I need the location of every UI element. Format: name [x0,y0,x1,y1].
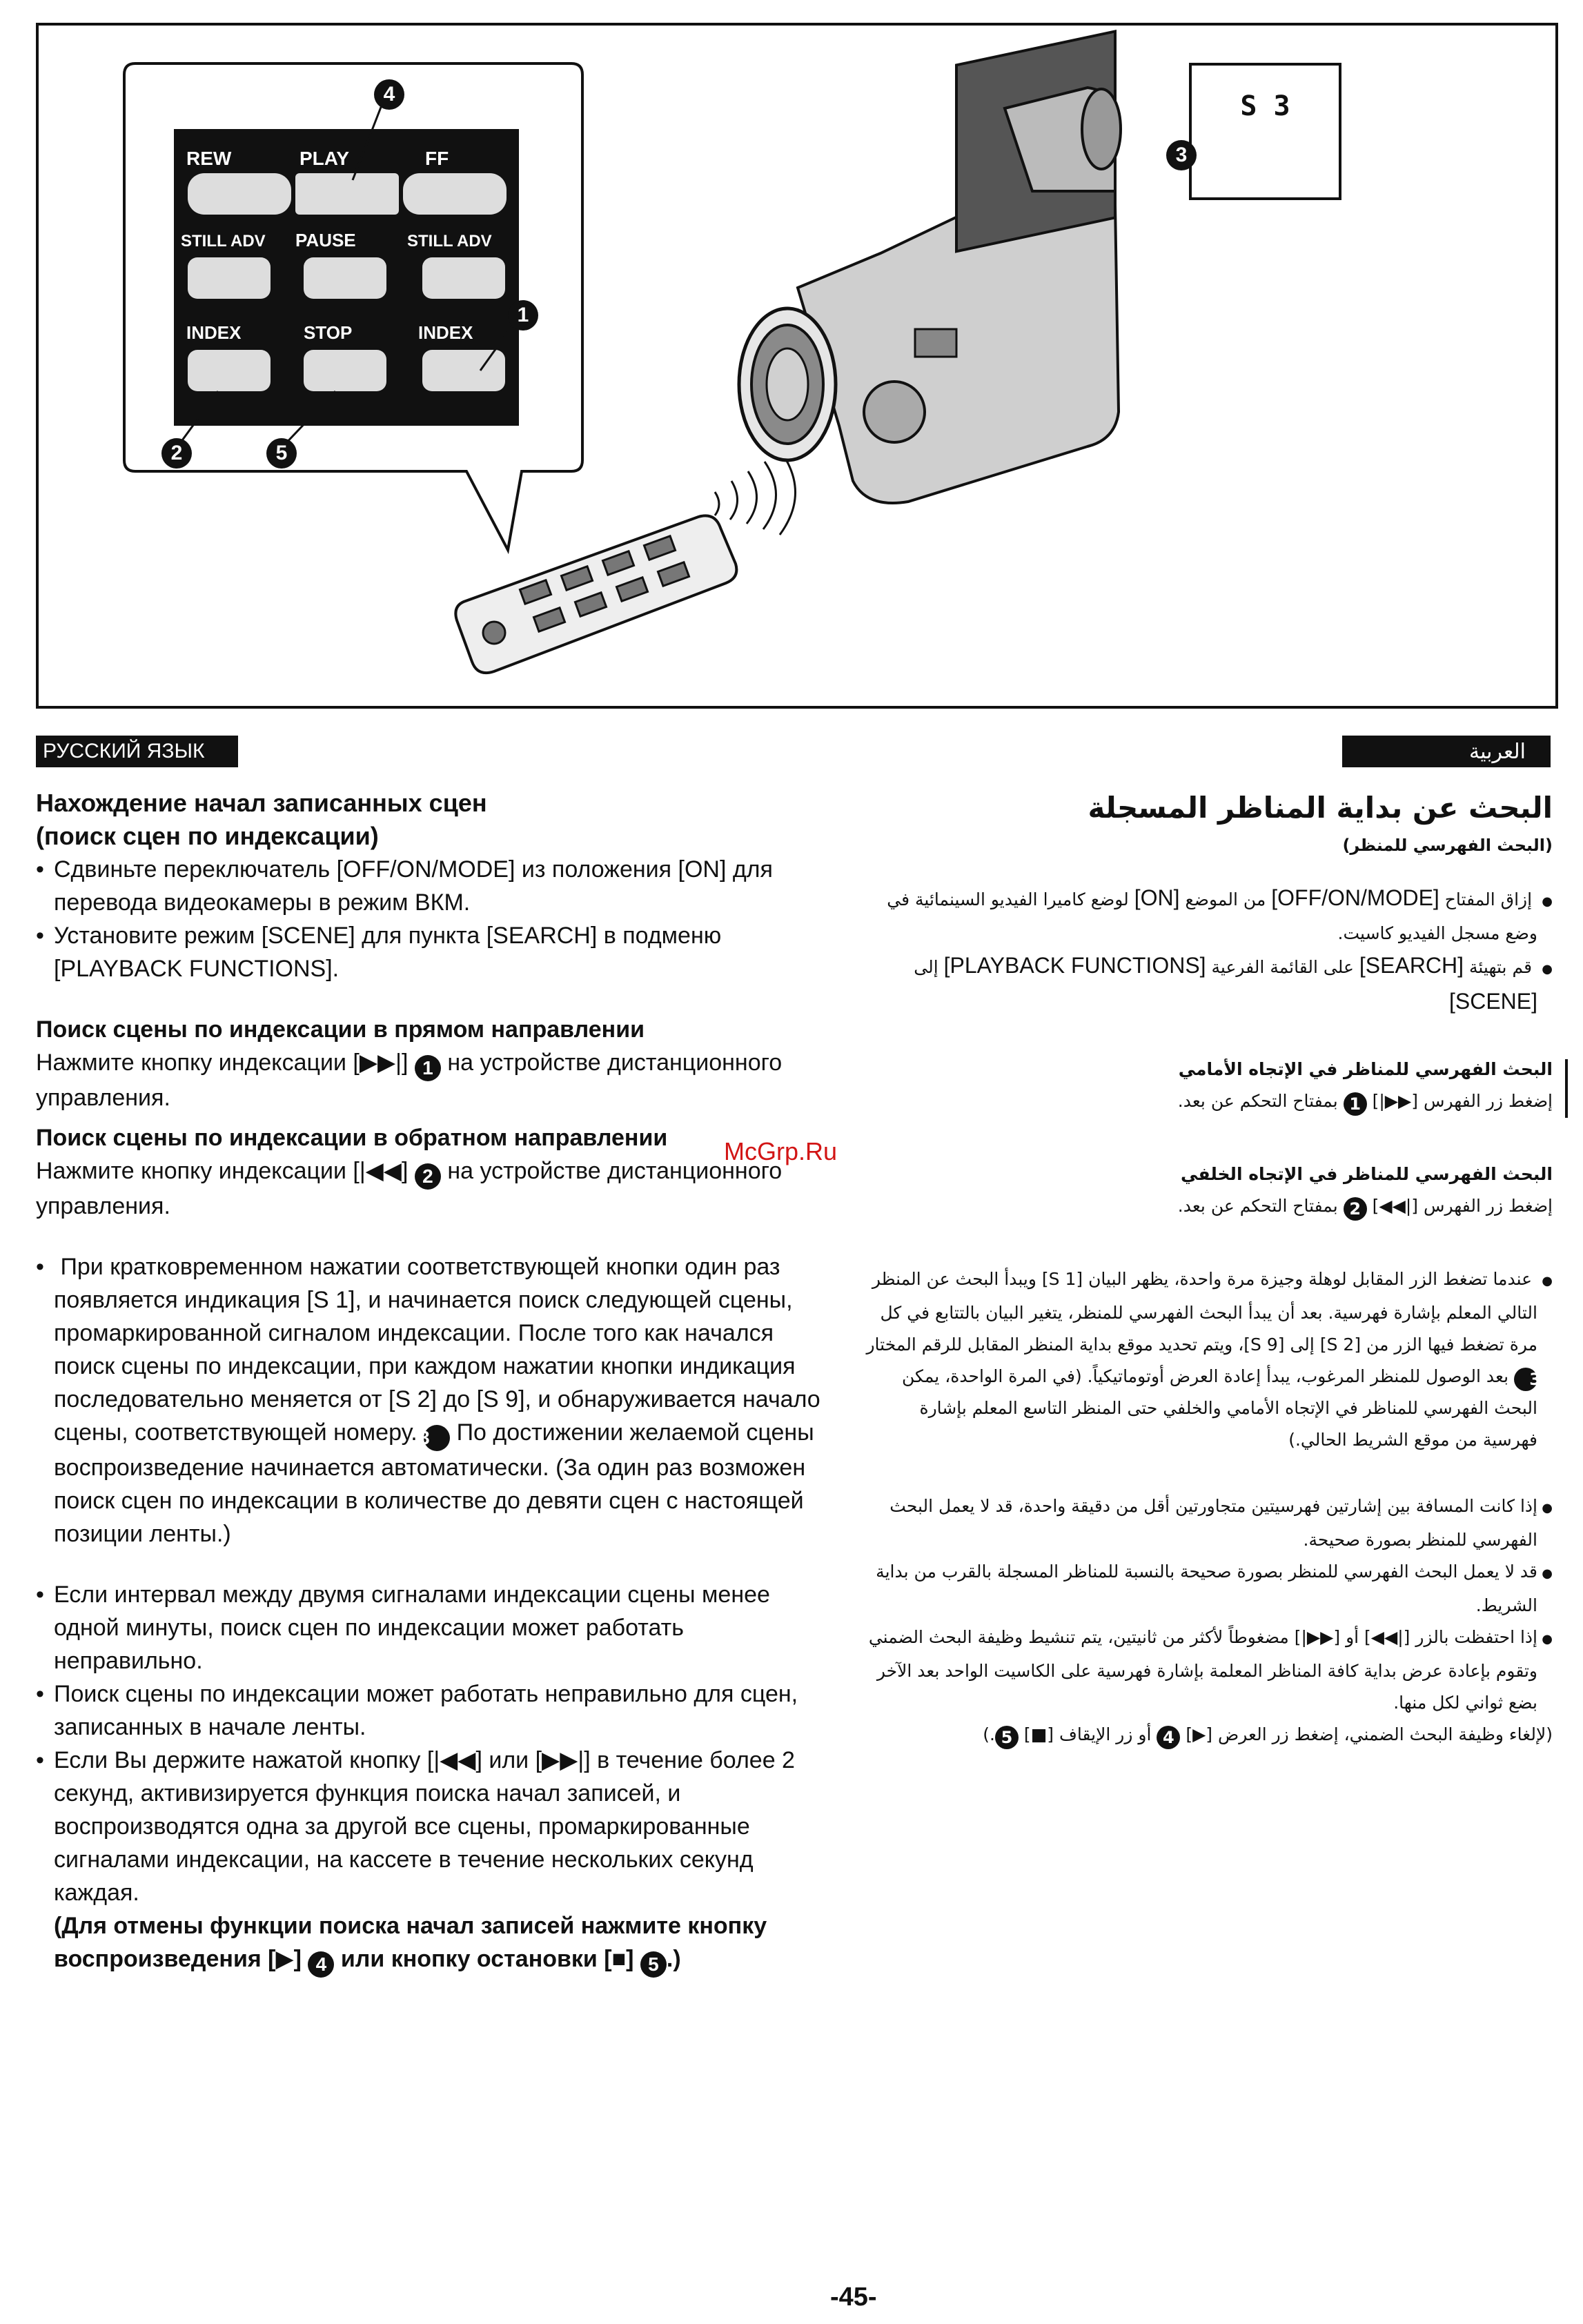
ff-label: FF [425,148,449,169]
rew-button[interactable] [188,173,291,215]
ru-cancel-b: или кнопку остановки [■] [340,1946,634,1972]
ar-cancel-callout-5: 5 [995,1726,1019,1749]
ar-cancel-callout-4: 4 [1157,1726,1180,1749]
play-button[interactable] [295,173,399,215]
ar-cancel-instruction [863,1719,1553,1751]
margin-rule [1565,1059,1568,1118]
camcorder [739,31,1121,503]
ru-bullet-search-mode: • Установите режим [SCENE] для пункта [SEARCH] в подменю [PLAYBACK FUNCTIONS]. [36,919,836,985]
ru-bullet-switch: • Сдвиньте переключатель [OFF/ON/MODE] из положения [ON] для перевода видеокамеры в режим ВКМ. [36,853,836,919]
ru-reverse-text-a: Нажмите кнопку индексации [|◀◀] [36,1158,409,1184]
ru-reverse-text [36,1154,836,1223]
ru-title-line1: Нахождение начал записанных сцен [36,789,487,817]
language-tab-arabic: العربية [1342,736,1551,767]
ar-b2-scene: [SCENE] [1448,989,1537,1014]
page-number: -45- [830,2283,877,2312]
still-adv-left-button[interactable] [188,257,271,299]
ru-reverse-heading: Поиск сцены по индексации в обратном направлении [36,1125,668,1151]
ru-long-b: По достижении желаемой сцены воспроизведение начинается автоматически. (За один раз возможен поиск сцен по индексации в количестве до девяти сцен с настоящей позиции ленты.) [54,1419,814,1547]
play-label: PLAY [299,148,350,169]
ar-forward-callout-1: 1 [1344,1092,1367,1116]
language-tab-russian: РУССКИЙ ЯЗЫК [36,736,238,767]
ar-reverse-heading: البحث الفهرسي للمناظر في الإتجاه الخلفي [1181,1164,1553,1184]
ru-cancel-c: .) [666,1946,681,1972]
callout-3: 3 [1166,140,1197,170]
ar-forward-text [863,1085,1553,1117]
ar-title: البحث عن بداية المناظر المسجلة [1088,791,1553,825]
ar-fwd-a: إضغط زر الفهرس [▶▶|] [1372,1091,1553,1111]
ar-cancel-c: .) [983,1724,995,1744]
callout-1: 1 [508,300,538,331]
ar-b2-b: على القائمة الفرعية [1211,957,1354,977]
ar-subtitle: (البحث الفهرسي للمنظر) [1342,836,1553,855]
ar-reverse-text [863,1190,1553,1222]
ar-b2-key: [SEARCH] [1359,953,1464,978]
ru-cancel-callout-4: 4 [308,1951,334,1978]
index-left-button[interactable] [188,350,271,391]
ru-note-hold-button: • Если Вы держите нажатой кнопку [|◀◀] или [▶▶|] в течение более 2 секунд, активизируется функция поиска начал записей, и воспроизводятся одна за другой все сцены, промаркированные сигналами индексации, на кассете в течение нескольких секунд каждая. [36,1744,836,1909]
ar-rev-b: بمفتاح التحكم عن بعد. [1177,1196,1338,1216]
ar-b1-on: [ON] [1134,885,1180,910]
ru-note-tape-start: • Поиск сцены по индексации может работать неправильно для сцен, записанных в начале ленты. [36,1677,836,1744]
pause-label: PAUSE [295,230,356,250]
ar-b1-a: إزاق المفتاح [1444,889,1533,909]
ru-title-line2: (поиск сцен по индексации) [36,822,379,850]
ru-reverse-callout-2: 2 [415,1163,441,1190]
ar-long-a: عندما تضغط الزر المقابل لوهلة وجيزة مرة واحدة، يظهر البيان [S 1] ويبدأ البحث عن المنظر التالي المعلم بإشارة فهرسية. بعد أن يبدأ البحث الفهرسي للمنظر، يتغير البيان بالتتابع في كل مرة تضغط فيها الزر من [S 2] إلى [S 9]، ويتم تحديد موقع بداية المنظر المقابل للرقم المختار [866,1269,1537,1355]
stop-label: STOP [304,322,353,343]
ff-button[interactable] [403,173,507,215]
ru-forward-text-b: на устройстве дистанционного управления. [36,1050,783,1111]
ru-cancel-instruction [36,1909,836,1978]
arabic-column [863,787,1553,1751]
ar-cancel-a: (لإلغاء وظيفة البحث الضمني، إضغط زر العرض [▶] [1186,1724,1553,1744]
ru-forward-text [36,1046,836,1114]
ir-signal-icon [715,452,796,535]
ru-long-callout-3: 3 [424,1425,450,1451]
ar-long-callout-3: 3 [1514,1368,1537,1391]
ar-b1-b: من الموضع [1185,889,1266,909]
ar-b2-menu: [PLAYBACK FUNCTIONS] [943,953,1206,978]
index-left-label: INDEX [186,322,242,343]
ar-fwd-b: بمفتاح التحكم عن بعد. [1177,1091,1338,1111]
ru-note-interval: • Если интервал между двумя сигналами индексации сцены менее одной минуты, поиск сцен по индексации может работать неправильно. [36,1578,836,1677]
stop-button[interactable] [304,350,386,391]
ru-forward-text-a: Нажмите кнопку индексации [▶▶|] [36,1050,409,1076]
ar-note-tape-start: ● قد لا يعمل البحث الفهرسي للمنظر بصورة صحيحة بالنسبة للمناظر المسجلة بالقرب من بداية الشريط. [863,1556,1553,1622]
pause-button[interactable] [304,257,386,299]
still-adv-left-label: STILL ADV [181,232,266,250]
callout-5: 5 [266,438,297,469]
still-adv-right-button[interactable] [422,257,505,299]
ar-bullet-long-description [863,1263,1553,1456]
callout-2: 2 [161,438,192,469]
ru-reverse-text-b: на устройстве дистанционного управления. [36,1158,783,1219]
ar-bullet-switch [863,882,1553,949]
ar-b1-key: [OFF/ON/MODE] [1271,885,1439,910]
index-right-button[interactable] [422,350,505,391]
ru-cancel-a: (Для отмены функции поиска начал записей нажмите кнопку воспроизведения [▶] [54,1913,767,1972]
still-adv-right-label: STILL ADV [407,232,492,250]
ar-reverse-callout-2: 2 [1344,1197,1367,1221]
ru-forward-heading: Поиск сцены по индексации в прямом направлении [36,1016,645,1043]
ru-forward-callout-1: 1 [415,1055,441,1081]
ar-long-b: بعد الوصول للمنظر المرغوب، يبدأ إعادة العرض أوتوماتيكياً. (في المرة الواحدة، يمكن البحث الفهرسي للمناظر في الإتجاه الأمامي والخلفي حتى المنظر التاسع المعلم بإشارة فهرسية من موقع الشريط الحالي.) [902,1366,1537,1450]
watermark: McGrp.Ru [724,1137,838,1165]
ar-cancel-b: أو زر الإيقاف [■] [1023,1724,1152,1744]
callout-4: 4 [374,79,404,110]
ru-long-a: При кратковременном нажатии соответствующей кнопки один раз появляется индикация [S 1], и начинается поиск следующей сцены, промаркированной сигналом индексации. После того как начался поиск сцены по индексации, при каждом нажатии кнопки индикация последовательно меняется от [S 2] до [S 9], и обнаруживается начало сцены, соответствующей номеру. [54,1254,820,1446]
ru-bullet-long-description [36,1250,836,1550]
lcd-display-preview [1189,63,1341,200]
ar-b1-c: لوضع كاميرا الفيديو السينمائية في وضع مسجل الفيديو كاسيت. [887,889,1537,943]
ar-b2-a: قم بتهيئة [1468,957,1533,977]
ar-b2-c: إلى [914,957,938,977]
ar-note-hold-button: ● إذا احتفظت بالزر [|◀◀] أو [▶▶|] مضغوطاً لأكثر من ثانيتين، يتم تنشيط وظيفة البحث الضمني وتقوم بإعادة عرض بداية كافة المناظر المعلمة بإشارة فهرسية على الكاسيت الواحد بعد الآخر بضع ثواني لكل منها. [863,1622,1553,1719]
lcd-display-text: S 3 [1240,90,1290,122]
ar-forward-heading: البحث الفهرسي للمناظر في الإتجاه الأمامي [1178,1059,1553,1079]
remote-control [455,515,736,673]
index-right-label: INDEX [418,322,473,343]
ar-rev-a: إضغط زر الفهرس [|◀◀] [1372,1196,1553,1216]
rew-label: REW [186,148,232,169]
ar-note-interval: ● إذا كانت المسافة بين إشارتين فهرسيتين متجاورتين أقل من دقيقة واحدة، قد لا يعمل البحث الفهرسي للمنظر بصورة صحيحة. [863,1490,1553,1556]
ar-bullet-search-mode [863,949,1553,1019]
russian-column [36,787,836,1978]
ru-cancel-callout-5: 5 [640,1951,667,1978]
